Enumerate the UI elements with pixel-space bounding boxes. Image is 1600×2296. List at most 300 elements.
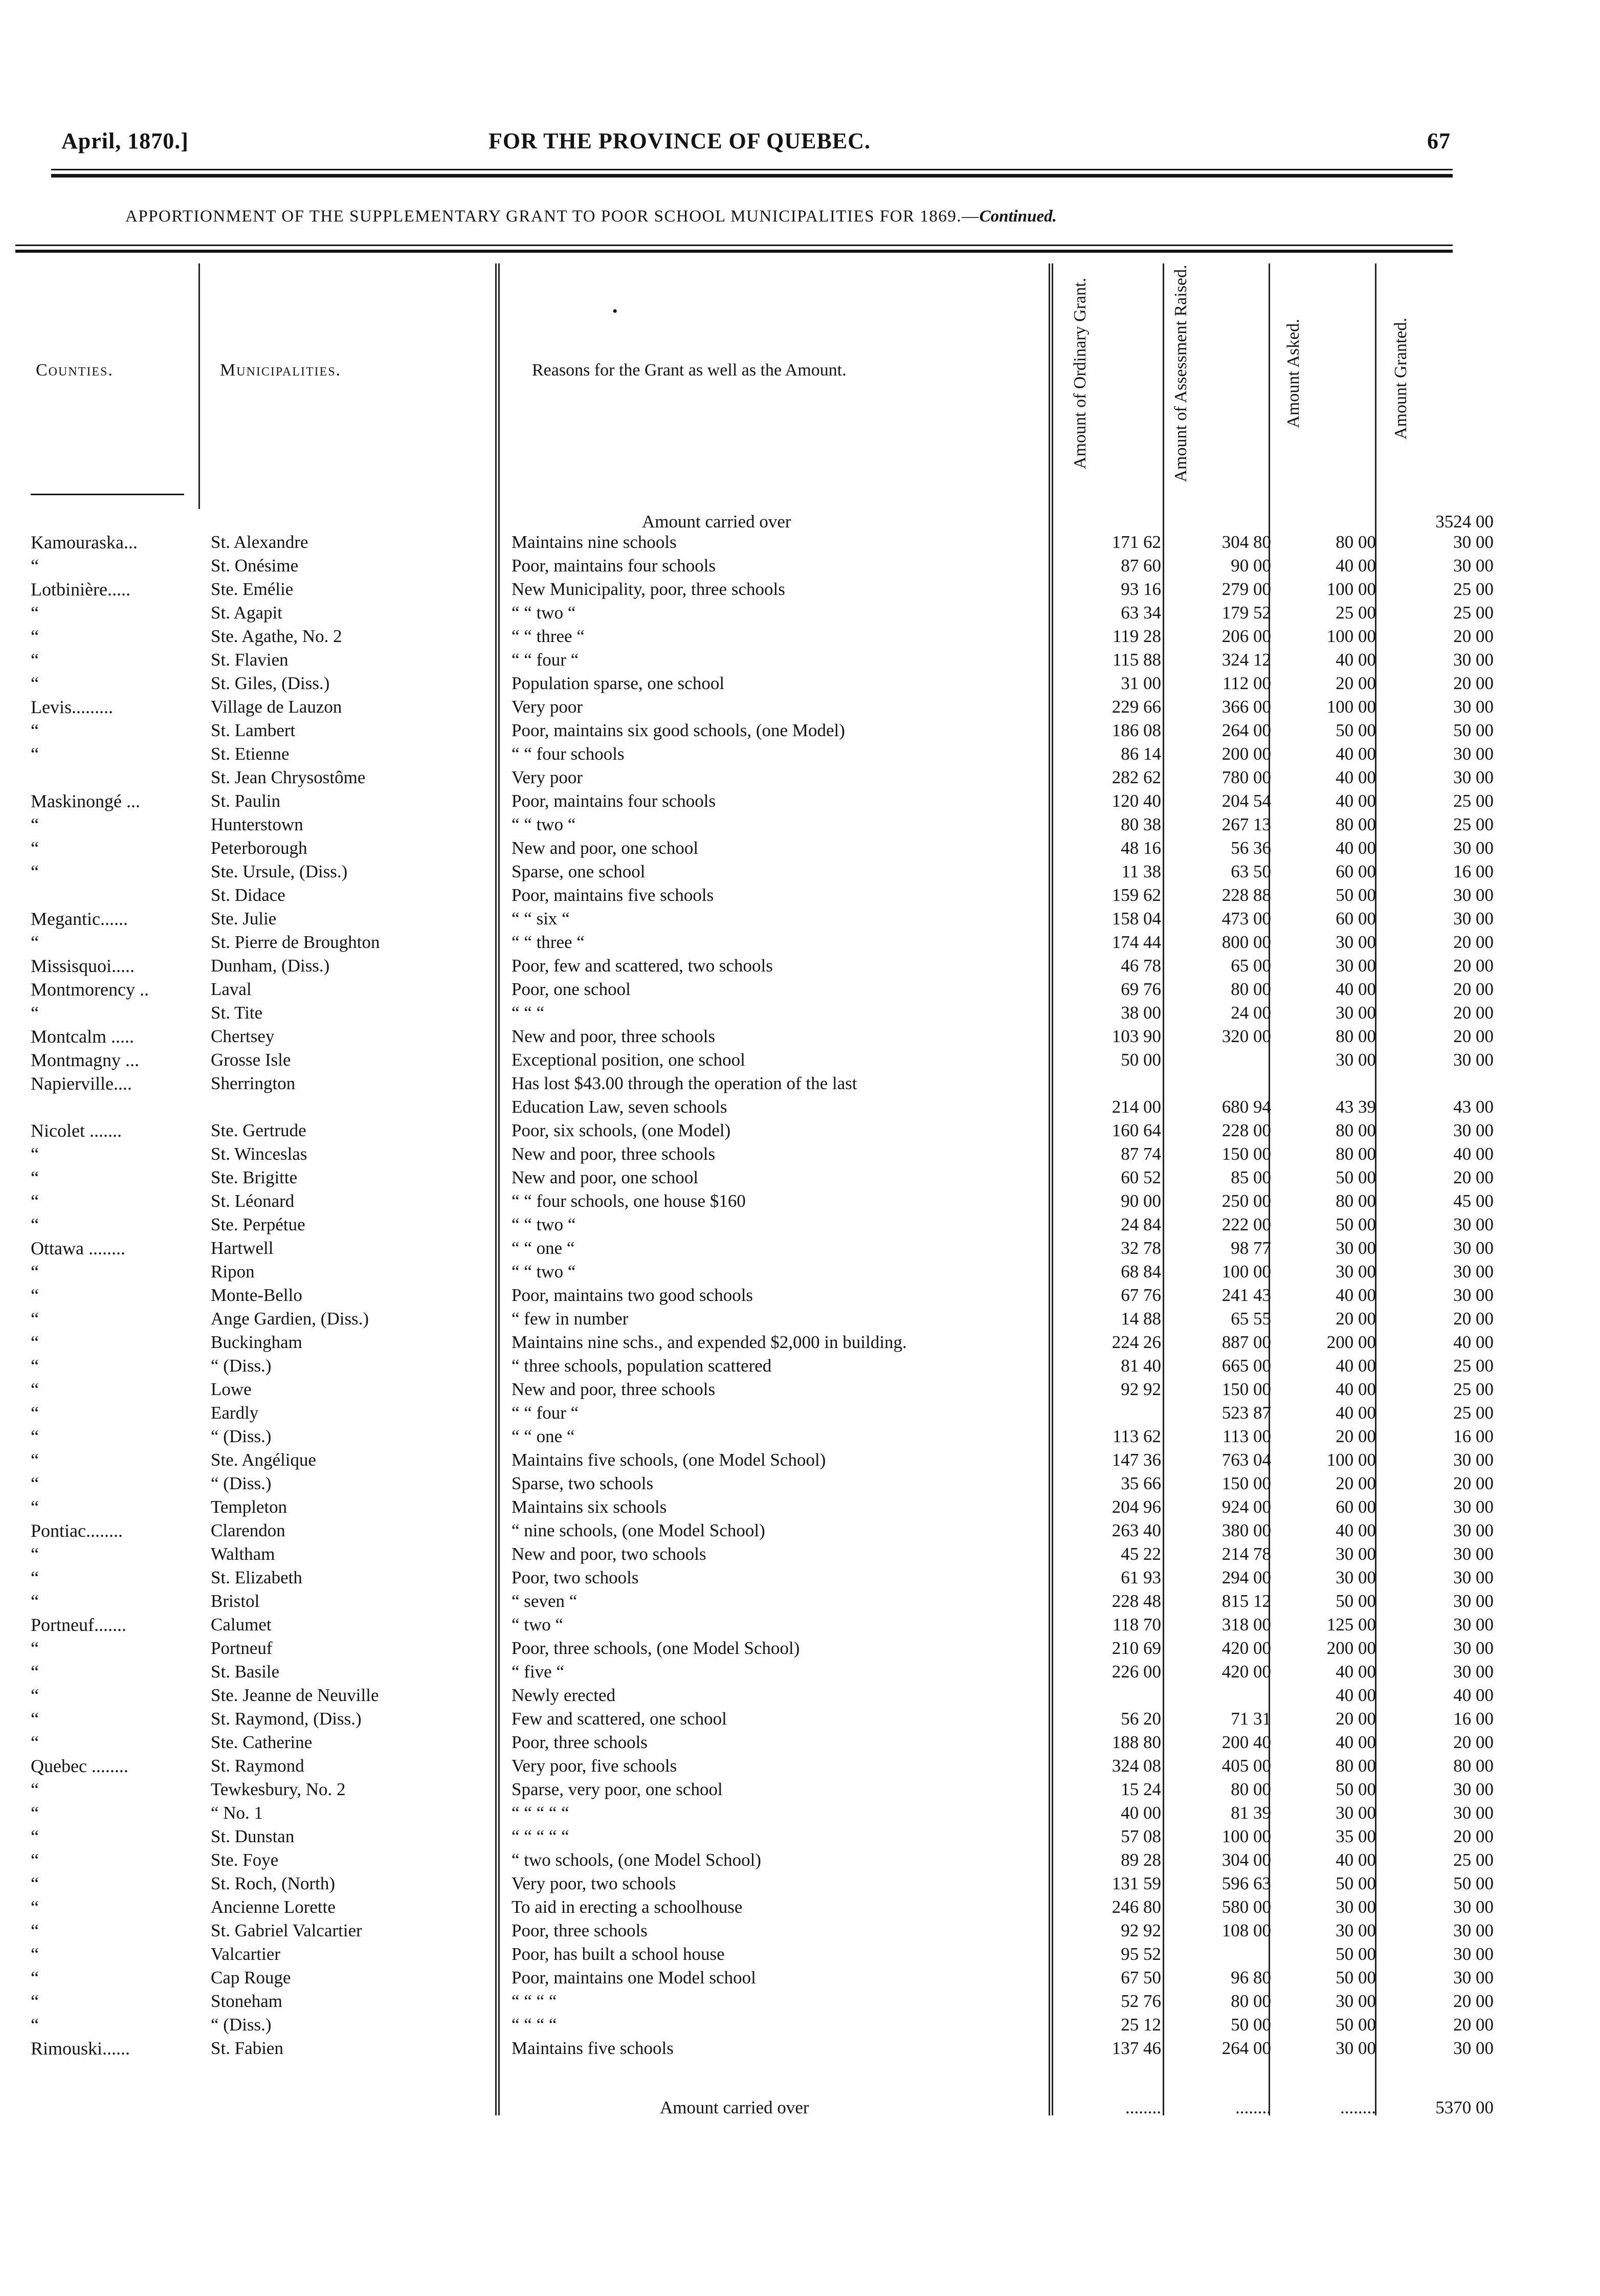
reason-cell: “ “ “ “ “ — [512, 1803, 569, 1823]
col-rule — [198, 263, 200, 509]
assessment-cell: 214 78 — [1221, 1544, 1271, 1564]
carried-over-bottom-dots-3: ........ — [1340, 2098, 1376, 2117]
asked-cell: 40 00 — [1336, 650, 1376, 670]
granted-cell: 16 00 — [1453, 1709, 1494, 1729]
county-cell: “ — [31, 1356, 39, 1376]
assessment-cell: 924 00 — [1221, 1497, 1271, 1517]
ordinary-grant-cell — [1064, 1073, 1161, 1094]
table-row — [0, 814, 1600, 835]
granted-cell: 20 00 — [1453, 673, 1494, 693]
assessment-cell: 179 52 — [1221, 603, 1271, 623]
municipality-cell: “ No. 1 — [211, 1803, 263, 1823]
granted-cell: 20 00 — [1453, 626, 1494, 646]
ordinary-grant-cell: 115 88 — [1113, 650, 1161, 670]
assessment-cell: 523 87 — [1221, 1403, 1271, 1423]
county-cell: Rimouski...... — [31, 2038, 130, 2059]
reason-cell: Poor, three schools, (one Model School) — [512, 1638, 800, 1658]
ordinary-grant-cell: 263 40 — [1112, 1520, 1161, 1540]
reason-cell: Sparse, very poor, one school — [512, 1779, 723, 1799]
head-underline — [31, 494, 184, 495]
county-cell: “ — [31, 1450, 39, 1470]
assessment-cell: 100 00 — [1221, 1826, 1271, 1846]
municipality-cell: St. Raymond — [211, 1756, 304, 1776]
reason-cell: “ “ four schools — [512, 744, 625, 764]
table-row — [0, 697, 1600, 717]
granted-cell: 20 00 — [1453, 1309, 1494, 1329]
granted-cell: 30 00 — [1453, 1662, 1494, 1682]
assessment-cell: 665 00 — [1221, 1356, 1271, 1376]
ordinary-grant-cell: 67 50 — [1121, 1968, 1161, 1988]
asked-cell: 50 00 — [1336, 720, 1376, 740]
table-row — [0, 1732, 1600, 1753]
granted-cell: 30 00 — [1453, 556, 1494, 576]
assessment-cell: 112 00 — [1223, 673, 1271, 693]
col-head-assessment — [1171, 258, 1191, 489]
ordinary-grant-cell: 48 16 — [1121, 838, 1161, 858]
assessment-cell: 222 00 — [1221, 1215, 1271, 1234]
assessment-cell: 150 00 — [1221, 1379, 1271, 1399]
ordinary-grant-cell: 25 12 — [1121, 2015, 1161, 2035]
county-cell: “ — [31, 1167, 39, 1188]
county-cell: “ — [31, 1426, 39, 1447]
county-cell: “ — [31, 1826, 39, 1847]
county-cell: “ — [31, 1285, 39, 1306]
table-row — [0, 1097, 1600, 1117]
county-cell: “ — [31, 1968, 39, 1988]
assessment-cell — [1169, 1685, 1271, 1706]
reason-cell: Very poor, five schools — [512, 1756, 677, 1776]
reason-cell: Poor, three schools — [512, 1920, 648, 1940]
assessment-cell: 228 00 — [1221, 1120, 1271, 1140]
county-cell: “ — [31, 1920, 39, 1941]
assessment-cell: 887 00 — [1221, 1332, 1271, 1352]
assessment-cell: 24 00 — [1231, 1003, 1271, 1023]
ordinary-grant-cell: 137 46 — [1112, 2038, 1161, 2058]
municipality-cell: St. Basile — [211, 1662, 280, 1682]
reason-cell: Exceptional position, one school — [512, 1050, 745, 1070]
reason-cell: “ seven “ — [512, 1591, 577, 1611]
reason-cell: Poor, maintains six good schools, (one Model) — [512, 720, 845, 740]
assessment-cell: 780 00 — [1221, 767, 1271, 787]
table-row — [0, 1920, 1600, 1941]
municipality-cell: St. Jean Chrysostôme — [211, 767, 366, 787]
municipality-cell: St. Onésime — [211, 556, 299, 576]
county-cell: “ — [31, 1191, 39, 1211]
granted-cell: 20 00 — [1453, 1003, 1494, 1023]
asked-cell: 60 00 — [1336, 1497, 1376, 1517]
municipality-cell: Valcartier — [211, 1944, 281, 1964]
header-title: FOR THE PROVINCE OF QUEBEC. — [488, 128, 871, 153]
municipality-cell: Village de Lauzon — [211, 697, 342, 717]
county-cell: “ — [31, 650, 39, 670]
county-cell — [31, 885, 207, 906]
reason-cell: Poor, maintains two good schools — [512, 1285, 753, 1305]
col-head-ordinary-grant — [1071, 258, 1090, 489]
table-row — [0, 1003, 1600, 1023]
municipality-cell: St. Dunstan — [211, 1826, 295, 1846]
ordinary-grant-cell: 103 90 — [1112, 1026, 1161, 1046]
table-row — [0, 1191, 1600, 1211]
municipality-cell: St. Giles, (Diss.) — [211, 673, 330, 693]
asked-cell: 30 00 — [1336, 932, 1376, 952]
ordinary-grant-cell: 131 59 — [1112, 1873, 1161, 1893]
assessment-cell: 304 80 — [1221, 532, 1271, 552]
asked-cell: 40 00 — [1336, 1850, 1376, 1870]
granted-cell: 25 00 — [1453, 814, 1494, 834]
table-row — [0, 1450, 1600, 1470]
caption-text: APPORTIONMENT OF THE SUPPLEMENTARY GRANT TO POOR SCHOOL MUNICIPALITIES FOR 1869.— — [125, 207, 980, 226]
county-cell: “ — [31, 1803, 39, 1823]
ordinary-grant-cell: 89 28 — [1121, 1850, 1161, 1870]
ordinary-grant-cell: 282 62 — [1112, 767, 1161, 787]
granted-cell: 30 00 — [1453, 697, 1494, 717]
ordinary-grant-cell: 86 14 — [1121, 744, 1161, 764]
asked-cell: 20 00 — [1336, 1709, 1376, 1729]
county-cell: “ — [31, 1144, 39, 1164]
municipality-cell: Monte-Bello — [211, 1285, 302, 1305]
municipality-cell: St. Elizabeth — [211, 1568, 302, 1587]
county-cell: “ — [31, 673, 39, 694]
table-row — [0, 1897, 1600, 1917]
page-number: 67 — [1427, 128, 1451, 153]
county-cell: “ — [31, 1403, 39, 1423]
carried-over-bottom-dots-2: ........ — [1235, 2098, 1271, 2117]
municipality-cell: Cap Rouge — [211, 1968, 291, 1988]
municipality-cell: St. Paulin — [211, 791, 281, 811]
table-row — [0, 1026, 1600, 1047]
ordinary-grant-cell: 67 76 — [1121, 1285, 1161, 1305]
asked-cell: 30 00 — [1336, 1238, 1376, 1258]
asked-cell: 50 00 — [1336, 1968, 1376, 1988]
assessment-cell: 405 00 — [1221, 1756, 1271, 1776]
municipality-cell: Hunterstown — [211, 814, 303, 834]
carried-over-bottom-dots-1: ........ — [1125, 2098, 1161, 2117]
assessment-cell: 580 00 — [1221, 1897, 1271, 1917]
reason-cell: Poor, maintains four schools — [512, 791, 716, 811]
ordinary-grant-cell: 50 00 — [1121, 1050, 1161, 1070]
asked-cell: 30 00 — [1336, 956, 1376, 976]
table-row — [0, 1285, 1600, 1306]
county-cell: Quebec ........ — [31, 1756, 128, 1776]
ordinary-grant-cell: 61 93 — [1121, 1568, 1161, 1587]
county-cell: Montmorency .. — [31, 979, 149, 1000]
assessment-cell: 98 77 — [1231, 1238, 1271, 1258]
asked-cell: 100 00 — [1326, 626, 1376, 646]
granted-cell: 30 00 — [1453, 909, 1494, 929]
asked-cell: 40 00 — [1336, 979, 1376, 999]
table-row — [0, 579, 1600, 600]
ordinary-grant-cell: 63 34 — [1121, 603, 1161, 623]
ordinary-grant-cell: 160 64 — [1112, 1120, 1161, 1140]
assessment-cell: 113 00 — [1223, 1426, 1271, 1446]
table-row — [0, 673, 1600, 694]
county-cell: Levis......... — [31, 697, 113, 717]
table-row — [0, 1685, 1600, 1706]
carried-over-top-granted: 3524 00 — [1435, 512, 1494, 532]
county-cell: “ — [31, 1779, 39, 1800]
ordinary-grant-cell: 31 00 — [1121, 673, 1161, 693]
asked-cell: 20 00 — [1336, 1309, 1376, 1329]
ordinary-grant-cell: 158 04 — [1112, 909, 1161, 929]
municipality-cell: Ste. Ursule, (Diss.) — [211, 862, 348, 881]
ordinary-grant-cell: 92 92 — [1121, 1379, 1161, 1399]
municipality-cell: Peterborough — [211, 838, 307, 858]
municipality-cell: Grosse Isle — [211, 1050, 291, 1070]
asked-cell: 50 00 — [1336, 1591, 1376, 1611]
assessment-cell: 100 00 — [1221, 1262, 1271, 1282]
county-cell: Maskinongé ... — [31, 791, 140, 811]
ordinary-grant-cell: 87 60 — [1121, 556, 1161, 576]
granted-cell: 20 00 — [1453, 1732, 1494, 1752]
municipality-cell: St. Flavien — [211, 650, 288, 670]
county-cell: “ — [31, 1850, 39, 1870]
table-row — [0, 1238, 1600, 1259]
table-row — [0, 2038, 1600, 2059]
granted-cell: 25 00 — [1453, 579, 1494, 599]
granted-cell: 20 00 — [1453, 2015, 1494, 2035]
granted-cell: 43 00 — [1453, 1097, 1494, 1117]
municipality-cell: St. Agapit — [211, 603, 283, 623]
col-head-reasons: Reasons for the Grant as well as the Amount. — [532, 361, 847, 380]
assessment-cell: 63 50 — [1231, 862, 1271, 881]
granted-cell: 80 00 — [1453, 1756, 1494, 1776]
table-row — [0, 744, 1600, 764]
granted-cell: 30 00 — [1453, 1591, 1494, 1611]
granted-cell: 20 00 — [1453, 979, 1494, 999]
asked-cell: 60 00 — [1336, 909, 1376, 929]
carried-over-top-row — [0, 512, 1600, 532]
county-cell: “ — [31, 1944, 39, 1964]
header-rule — [51, 169, 1453, 170]
asked-cell: 80 00 — [1336, 1120, 1376, 1140]
county-cell: “ — [31, 814, 39, 835]
table-row — [0, 1403, 1600, 1423]
table-row — [0, 556, 1600, 576]
asked-cell: 40 00 — [1336, 1285, 1376, 1305]
ordinary-grant-cell: 15 24 — [1121, 1779, 1161, 1799]
municipality-cell: Ste. Jeanne de Neuville — [211, 1685, 379, 1705]
ordinary-grant-cell: 113 62 — [1113, 1426, 1161, 1446]
reason-cell: Few and scattered, one school — [512, 1709, 727, 1729]
county-cell: “ — [31, 1379, 39, 1400]
asked-cell: 30 00 — [1336, 1003, 1376, 1023]
reason-cell: Poor, one school — [512, 979, 631, 999]
col-head-ordinary-grant-text: Amount of Ordinary Grant. — [1071, 278, 1090, 469]
county-cell: Portneuf....... — [31, 1615, 126, 1635]
reason-cell: “ “ two “ — [512, 1262, 576, 1282]
municipality-cell: Ste. Julie — [211, 909, 277, 929]
caption-continued: Continued. — [979, 207, 1057, 226]
table-row — [0, 979, 1600, 1000]
assessment-cell: 108 00 — [1221, 1920, 1271, 1940]
municipality-cell: St. Didace — [211, 885, 285, 905]
reason-cell: Very poor — [512, 767, 583, 787]
asked-cell: 35 00 — [1336, 1826, 1376, 1846]
asked-cell: 125 00 — [1326, 1615, 1376, 1635]
granted-cell: 30 00 — [1453, 1050, 1494, 1070]
assessment-cell: 320 00 — [1221, 1026, 1271, 1046]
county-cell: “ — [31, 1638, 39, 1659]
table-row — [0, 1638, 1600, 1659]
municipality-cell: Hartwell — [211, 1238, 274, 1258]
county-cell: “ — [31, 556, 39, 576]
granted-cell: 25 00 — [1453, 1379, 1494, 1399]
municipality-cell: Bristol — [211, 1591, 260, 1611]
county-cell: Pontiac........ — [31, 1520, 123, 1541]
county-cell: Kamouraska... — [31, 532, 138, 553]
reason-cell: “ “ “ “ — [512, 2015, 557, 2035]
col-head-counties: Counties. — [36, 361, 114, 380]
municipality-cell: St. Alexandre — [211, 532, 308, 552]
reason-cell: “ “ three “ — [512, 626, 585, 646]
ordinary-grant-cell: 324 08 — [1112, 1756, 1161, 1776]
reason-cell: “ few in number — [512, 1309, 629, 1329]
table-row — [0, 1873, 1600, 1894]
asked-cell: 100 00 — [1326, 1450, 1376, 1470]
assessment-cell — [1169, 1944, 1271, 1964]
assessment-cell: 264 00 — [1221, 2038, 1271, 2058]
granted-cell: 25 00 — [1453, 791, 1494, 811]
reason-cell: “ “ three “ — [512, 932, 585, 952]
municipality-cell: Ste. Emélie — [211, 579, 294, 599]
county-cell: “ — [31, 1309, 39, 1329]
municipality-cell: St. Léonard — [211, 1191, 295, 1211]
ordinary-grant-cell: 40 00 — [1121, 1803, 1161, 1823]
reason-cell: Very poor — [512, 697, 583, 717]
table-row — [0, 1332, 1600, 1353]
assessment-cell: 80 00 — [1231, 979, 1271, 999]
ordinary-grant-cell: 46 78 — [1121, 956, 1161, 976]
reason-cell: Maintains six schools — [512, 1497, 667, 1517]
assessment-cell: 324 12 — [1221, 650, 1271, 670]
county-cell: “ — [31, 1685, 39, 1706]
assessment-cell: 473 00 — [1221, 909, 1271, 929]
table-row — [0, 1944, 1600, 1964]
reason-cell: “ “ four schools, one house $160 — [512, 1191, 746, 1211]
granted-cell: 30 00 — [1453, 1615, 1494, 1635]
county-cell: Nicolet ....... — [31, 1120, 122, 1141]
granted-cell: 16 00 — [1453, 1426, 1494, 1446]
asked-cell: 50 00 — [1336, 1779, 1376, 1799]
reason-cell: Poor, two schools — [512, 1568, 639, 1587]
assessment-cell: 241 43 — [1221, 1285, 1271, 1305]
asked-cell: 20 00 — [1336, 673, 1376, 693]
reason-cell: New and poor, one school — [512, 1167, 699, 1187]
asked-cell: 40 00 — [1336, 1685, 1376, 1705]
table-row — [0, 1544, 1600, 1564]
col-head-asked — [1284, 286, 1303, 460]
assessment-cell — [1169, 1050, 1271, 1070]
table-row — [0, 909, 1600, 929]
ordinary-grant-cell: 93 16 — [1121, 579, 1161, 599]
county-cell: Ottawa ........ — [31, 1238, 125, 1259]
municipality-cell: St. Etienne — [211, 744, 290, 764]
granted-cell: 40 00 — [1453, 1685, 1494, 1705]
granted-cell: 30 00 — [1453, 1238, 1494, 1258]
assessment-cell: 90 00 — [1231, 556, 1271, 576]
asked-cell: 20 00 — [1336, 1473, 1376, 1493]
county-cell: “ — [31, 1262, 39, 1282]
municipality-cell: Ste. Catherine — [211, 1732, 313, 1752]
ordinary-grant-cell: 226 00 — [1112, 1662, 1161, 1682]
reason-cell: “ “ “ — [512, 1003, 545, 1023]
header-date: April, 1870.] — [61, 128, 189, 153]
reason-cell: “ “ six “ — [512, 909, 570, 929]
granted-cell: 25 00 — [1453, 1356, 1494, 1376]
ordinary-grant-cell: 81 40 — [1121, 1356, 1161, 1376]
ordinary-grant-cell: 92 92 — [1121, 1920, 1161, 1940]
assessment-cell: 250 00 — [1221, 1191, 1271, 1211]
reason-cell: Maintains five schools — [512, 2038, 674, 2058]
table-row — [0, 1662, 1600, 1682]
table-row — [0, 720, 1600, 741]
county-cell: “ — [31, 1662, 39, 1682]
asked-cell: 200 00 — [1326, 1638, 1376, 1658]
granted-cell: 20 00 — [1453, 1991, 1494, 2011]
granted-cell: 25 00 — [1453, 1850, 1494, 1870]
asked-cell: 30 00 — [1336, 1050, 1376, 1070]
assessment-cell: 65 00 — [1231, 956, 1271, 976]
asked-cell: 80 00 — [1336, 814, 1376, 834]
table-row — [0, 1850, 1600, 1870]
granted-cell — [1381, 1073, 1494, 1094]
municipality-cell: Ste. Perpétue — [211, 1215, 305, 1234]
municipality-cell: Ste. Angélique — [211, 1450, 317, 1470]
assessment-cell: 420 00 — [1221, 1638, 1271, 1658]
granted-cell: 50 00 — [1453, 720, 1494, 740]
county-cell: “ — [31, 1215, 39, 1235]
ordinary-grant-cell: 95 52 — [1121, 1944, 1161, 1964]
assessment-cell: 96 80 — [1231, 1968, 1271, 1988]
table-row — [0, 932, 1600, 953]
table-row — [0, 1591, 1600, 1611]
assessment-cell: 204 54 — [1221, 791, 1271, 811]
asked-cell: 40 00 — [1336, 838, 1376, 858]
assessment-cell: 264 00 — [1221, 720, 1271, 740]
county-cell: “ — [31, 603, 39, 623]
municipality-cell: Dunham, (Diss.) — [211, 956, 330, 976]
granted-cell: 30 00 — [1453, 1215, 1494, 1234]
reason-cell: New and poor, two schools — [512, 1544, 706, 1564]
assessment-cell: 200 40 — [1221, 1732, 1271, 1752]
ordinary-grant-cell: 188 80 — [1112, 1732, 1161, 1752]
ink-dot: • — [612, 303, 618, 320]
ordinary-grant-cell: 119 28 — [1113, 626, 1161, 646]
ordinary-grant-cell: 11 38 — [1121, 862, 1161, 881]
granted-cell: 16 00 — [1453, 862, 1494, 881]
assessment-cell: 815 12 — [1221, 1591, 1271, 1611]
ordinary-grant-cell: 224 26 — [1112, 1332, 1161, 1352]
reason-cell: “ “ two “ — [512, 1215, 576, 1234]
reason-cell: “ two “ — [512, 1615, 564, 1635]
municipality-cell: Sherrington — [211, 1073, 296, 1093]
granted-cell: 30 00 — [1453, 1497, 1494, 1517]
ordinary-grant-cell: 87 74 — [1121, 1144, 1161, 1164]
county-cell: “ — [31, 2015, 39, 2035]
table-row — [0, 650, 1600, 670]
carried-over-bottom-label: Amount carried over — [660, 2098, 809, 2117]
assessment-cell: 71 31 — [1231, 1709, 1271, 1729]
municipality-cell: “ (Diss.) — [211, 1356, 272, 1376]
table-row — [0, 1309, 1600, 1329]
asked-cell: 30 00 — [1336, 2038, 1376, 2058]
asked-cell: 50 00 — [1336, 1167, 1376, 1187]
asked-cell: 40 00 — [1336, 1356, 1376, 1376]
asked-cell: 80 00 — [1336, 1026, 1376, 1046]
table-row — [0, 1991, 1600, 2012]
municipality-cell: St. Fabien — [211, 2038, 283, 2058]
county-cell: “ — [31, 1709, 39, 1729]
